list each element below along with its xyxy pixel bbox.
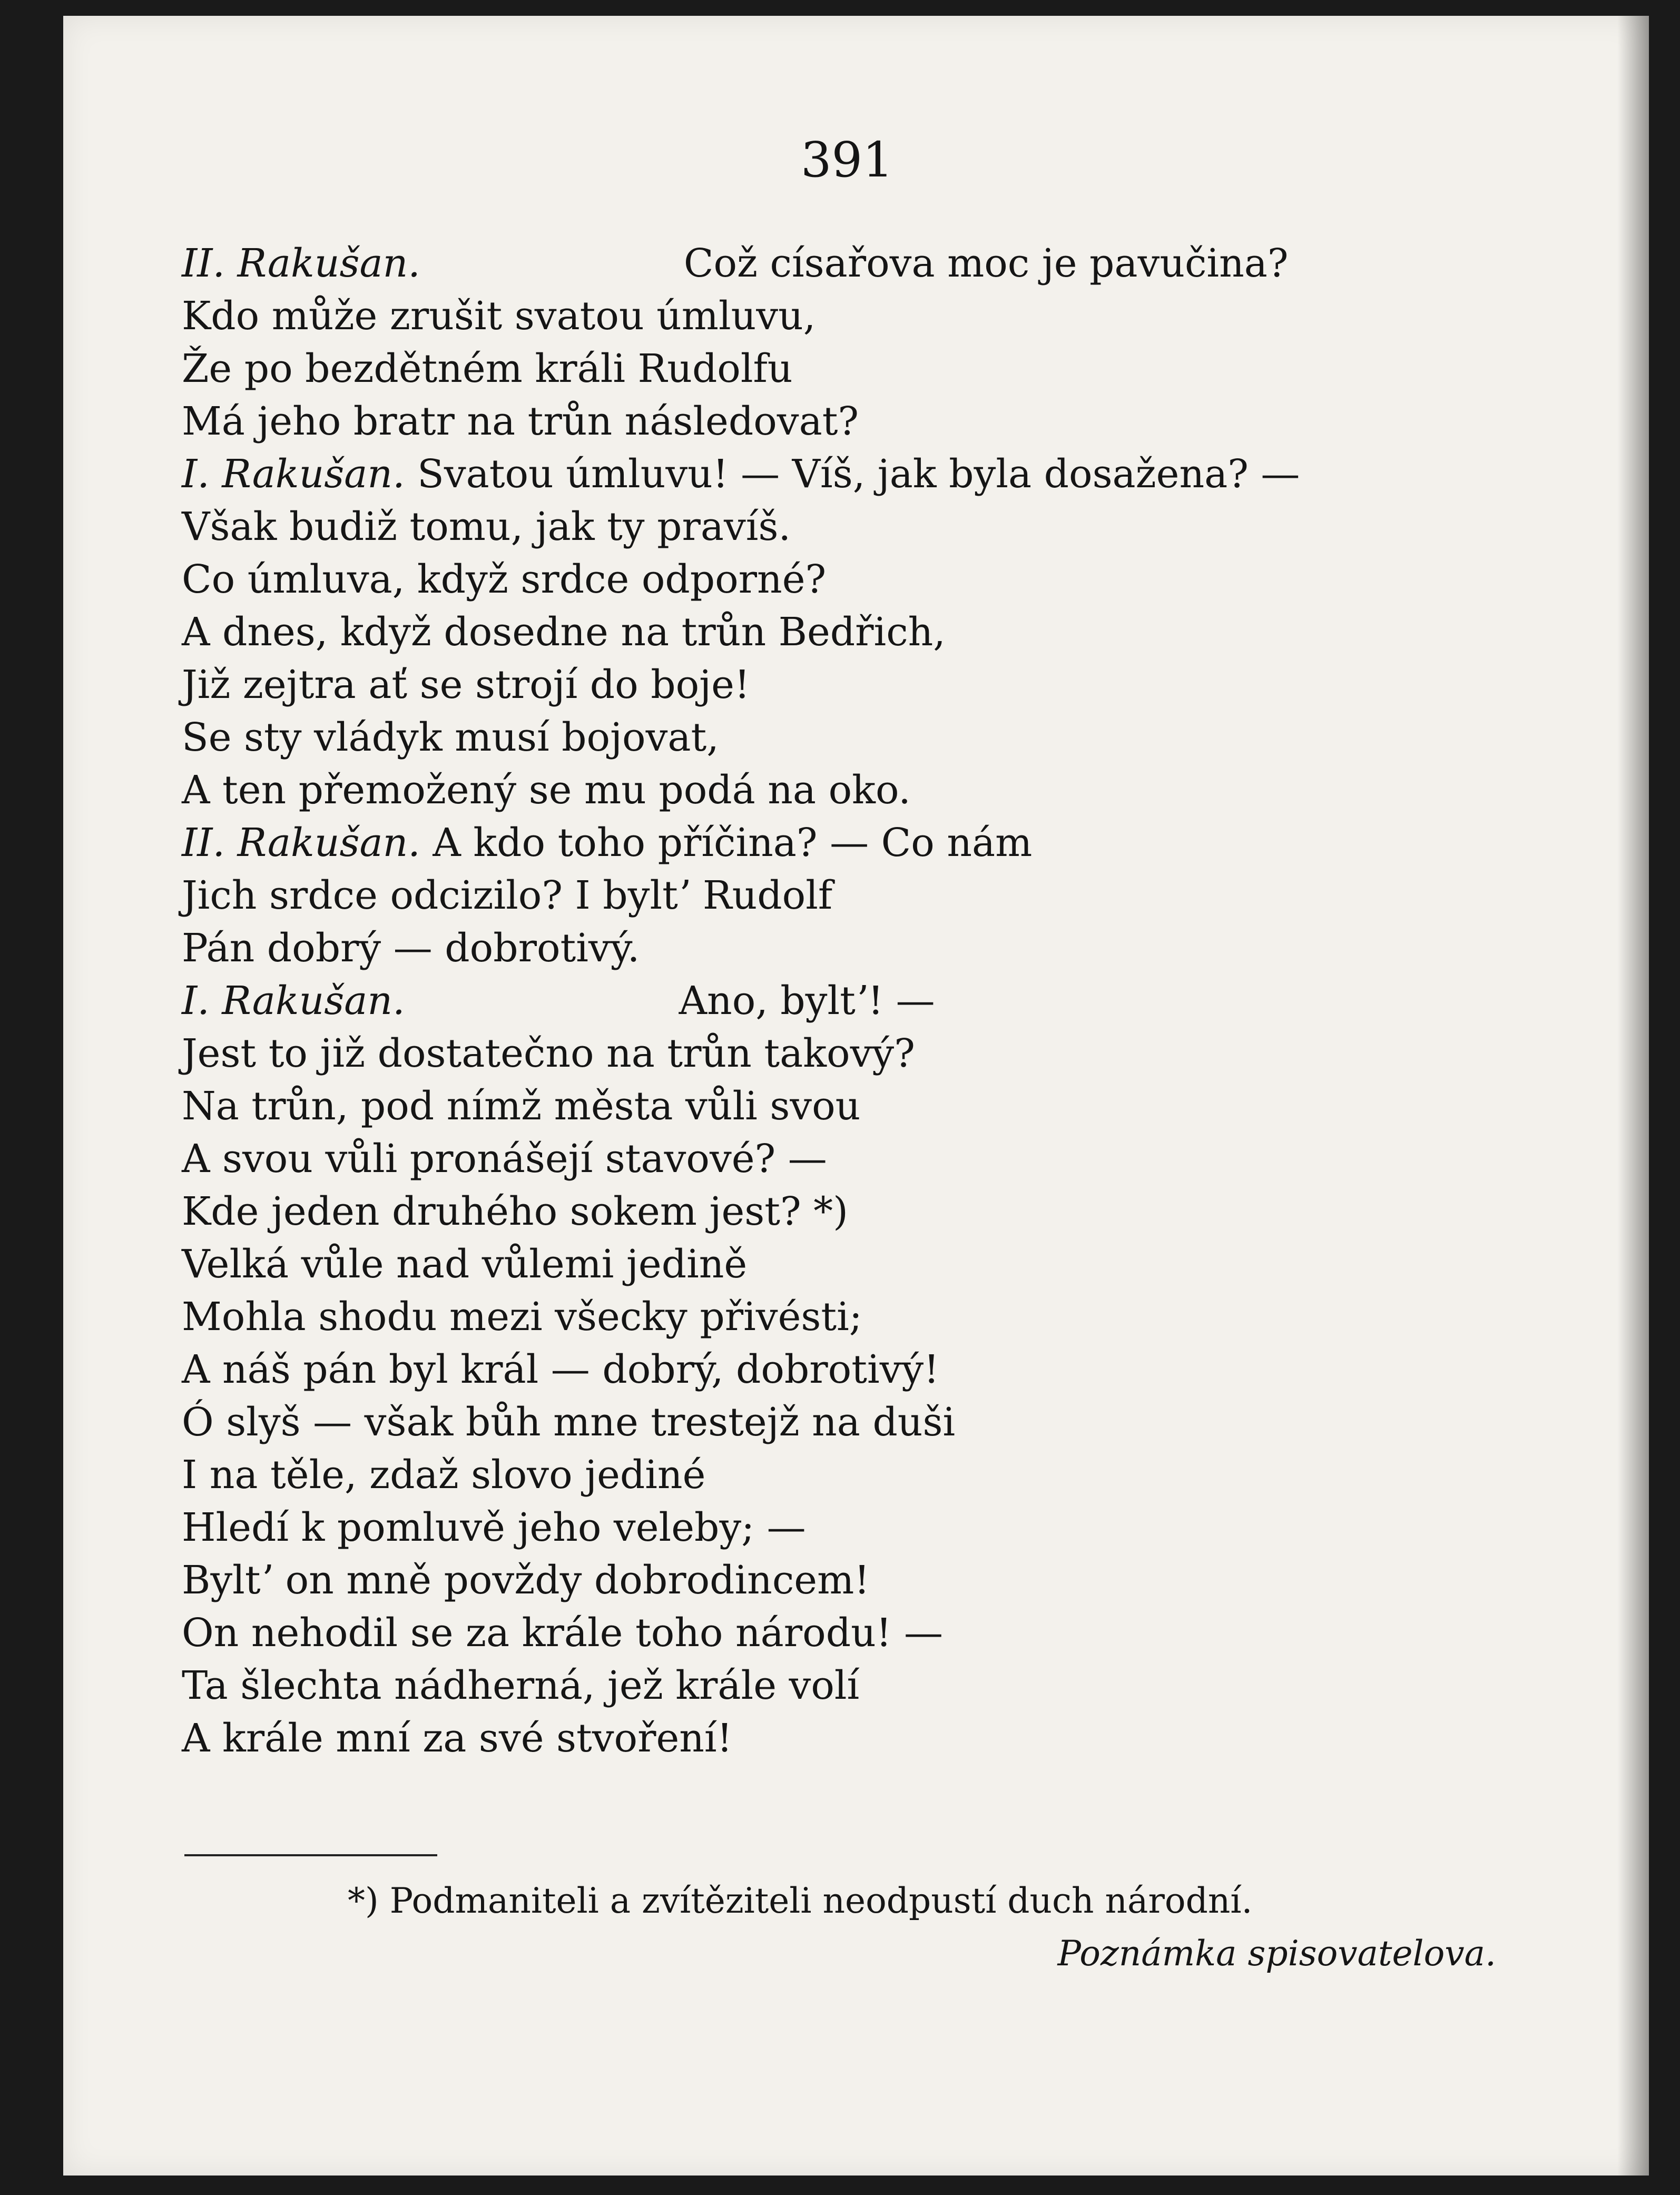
speech-first-line: [182, 975, 1520, 1027]
speech-text: Což císařova moc je pavučina?: [683, 241, 1289, 286]
speech-first-line: [182, 237, 1520, 290]
book-page: [63, 16, 1649, 2176]
footnote-credit: Poznámka spisovatelova.: [1057, 1933, 1496, 1974]
verse-line: Se sty vládyk musí bojovat,: [182, 715, 719, 760]
verse-line: Jest to již dostatečno na trůn takový?: [182, 1031, 915, 1076]
verse-line: Hledí k pomluvě jeho veleby; —: [182, 1505, 806, 1550]
speaker-name: I. Rakušan.: [182, 978, 405, 1023]
verse-line: Na trůn, pod nímž města vůli svou: [182, 1084, 861, 1129]
page-edge-shadow: [1617, 16, 1649, 2176]
page-number: 391: [801, 132, 893, 188]
verse-line: A náš pán byl král — dobrý, dobrotivý!: [182, 1347, 939, 1392]
verse-line: Pán dobrý — dobrotivý.: [182, 926, 640, 971]
speech-block: [182, 448, 1520, 816]
speaker-name: I. Rakušan.: [182, 451, 405, 497]
verse-line: Však budiž tomu, jak ty pravíš.: [182, 504, 791, 549]
speech-first-line: [182, 448, 1520, 500]
verse-text: [182, 237, 1520, 1765]
verse-line: Velká vůle nad vůlemi jedině: [182, 1242, 748, 1287]
verse-line: Co úmluva, když srdce odporné?: [182, 557, 827, 602]
speech-text: Ano, byltʼ! —: [679, 978, 935, 1023]
verse-line: Již zejtra ať se strojí do boje!: [182, 662, 750, 707]
verse-line: Kdo může zrušit svatou úmluvu,: [182, 293, 816, 339]
verse-line: Byltʼ on mně povždy dobrodincem!: [182, 1558, 870, 1603]
verse-line: Mohla shodu mezi všecky přivésti;: [182, 1294, 862, 1340]
verse-line: Ó slyš — však bůh mne trestejž na duši: [182, 1400, 956, 1445]
speech-first-line: [182, 816, 1520, 869]
speech-text: Svatou úmluvu! — Víš, jak byla dosažena? —: [417, 451, 1300, 497]
verse-line: Jich srdce odcizilo? I byltʼ Rudolf: [182, 873, 833, 918]
verse-line: Má jeho bratr na trůn následovat?: [182, 399, 859, 444]
verse-line: A krále mní za své stvoření!: [182, 1716, 733, 1761]
verse-line: A dnes, když dosedne na trůn Bedřich,: [182, 609, 946, 655]
speaker-name: II. Rakušan.: [182, 820, 420, 865]
speaker-name: II. Rakušan.: [182, 241, 420, 286]
verse-line: Kde jeden druhého sokem jest? *): [182, 1189, 849, 1234]
speech-block: [182, 975, 1520, 1765]
verse-line: I na těle, zdaž slovo jediné: [182, 1452, 706, 1498]
verse-line: Že po bezdětném králi Rudolfu: [182, 346, 793, 391]
footnote-divider: [184, 1854, 437, 1856]
speech-block: [182, 816, 1520, 975]
verse-line: A svou vůli pronášejí stavové? —: [182, 1136, 827, 1182]
speech-text: A kdo toho příčina? — Co nám: [433, 820, 1033, 865]
verse-line: On nehodil se za krále toho národu! —: [182, 1610, 943, 1656]
footnote-text: *) Podmaniteli a zvítěziteli neodpustí duch národní.: [348, 1881, 1253, 1921]
verse-line: Ta šlechta nádherná, jež krále volí: [182, 1663, 860, 1708]
verse-line: A ten přemožený se mu podá na oko.: [182, 767, 911, 813]
speech-block: [182, 237, 1520, 448]
